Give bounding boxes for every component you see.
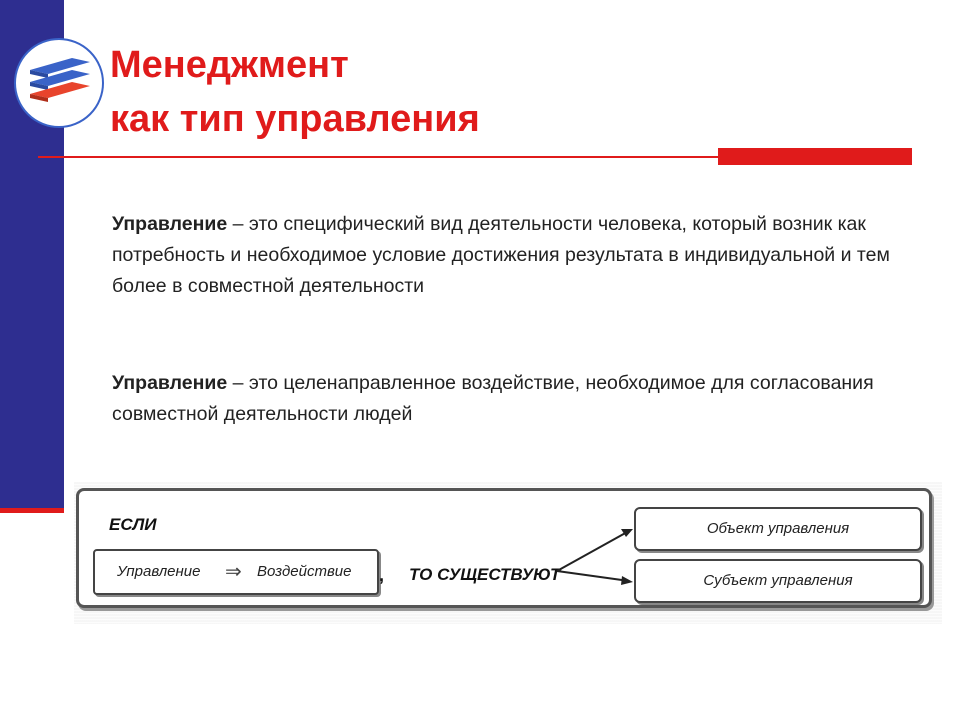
management-diagram [74,482,942,624]
outcome-box-subject: Субъект управления [634,559,922,603]
title-line-2: как тип управления [110,98,480,140]
premise-term-right: Воздействие [257,563,352,580]
definition-term: Управление [112,372,228,394]
diagram-frame [76,488,932,608]
comma-separator: , [379,565,385,585]
then-label: ТО СУЩЕСТВУЮТ [409,565,561,584]
definition-term: Управление [112,213,228,235]
title-underline [38,156,724,158]
definition-text: – это специфический вид деятельности человека, который возник как потребность и необходимое условие достижения результата в индивидуальной и тем более в совместной деятельности [112,213,890,297]
definition-paragraph-1 [112,209,932,302]
implies-arrow-icon: ⇒ [225,561,242,583]
sidebar-accent [0,508,64,513]
title-accent-block [718,148,912,165]
if-label: ЕСЛИ [109,515,157,534]
premise-term-left: Управление [117,563,201,580]
stacked-books-logo-icon [14,38,104,128]
page-title [110,38,480,146]
definition-text: – это целенаправленное воздействие, необходимое для согласования совместной деятельности людей [112,372,874,425]
branch-arrows-icon [555,515,635,605]
premise-box [93,549,379,595]
definition-paragraph-2 [112,368,932,430]
title-line-1: Менеджмент [110,44,349,86]
outcome-box-object: Объект управления [634,507,922,551]
